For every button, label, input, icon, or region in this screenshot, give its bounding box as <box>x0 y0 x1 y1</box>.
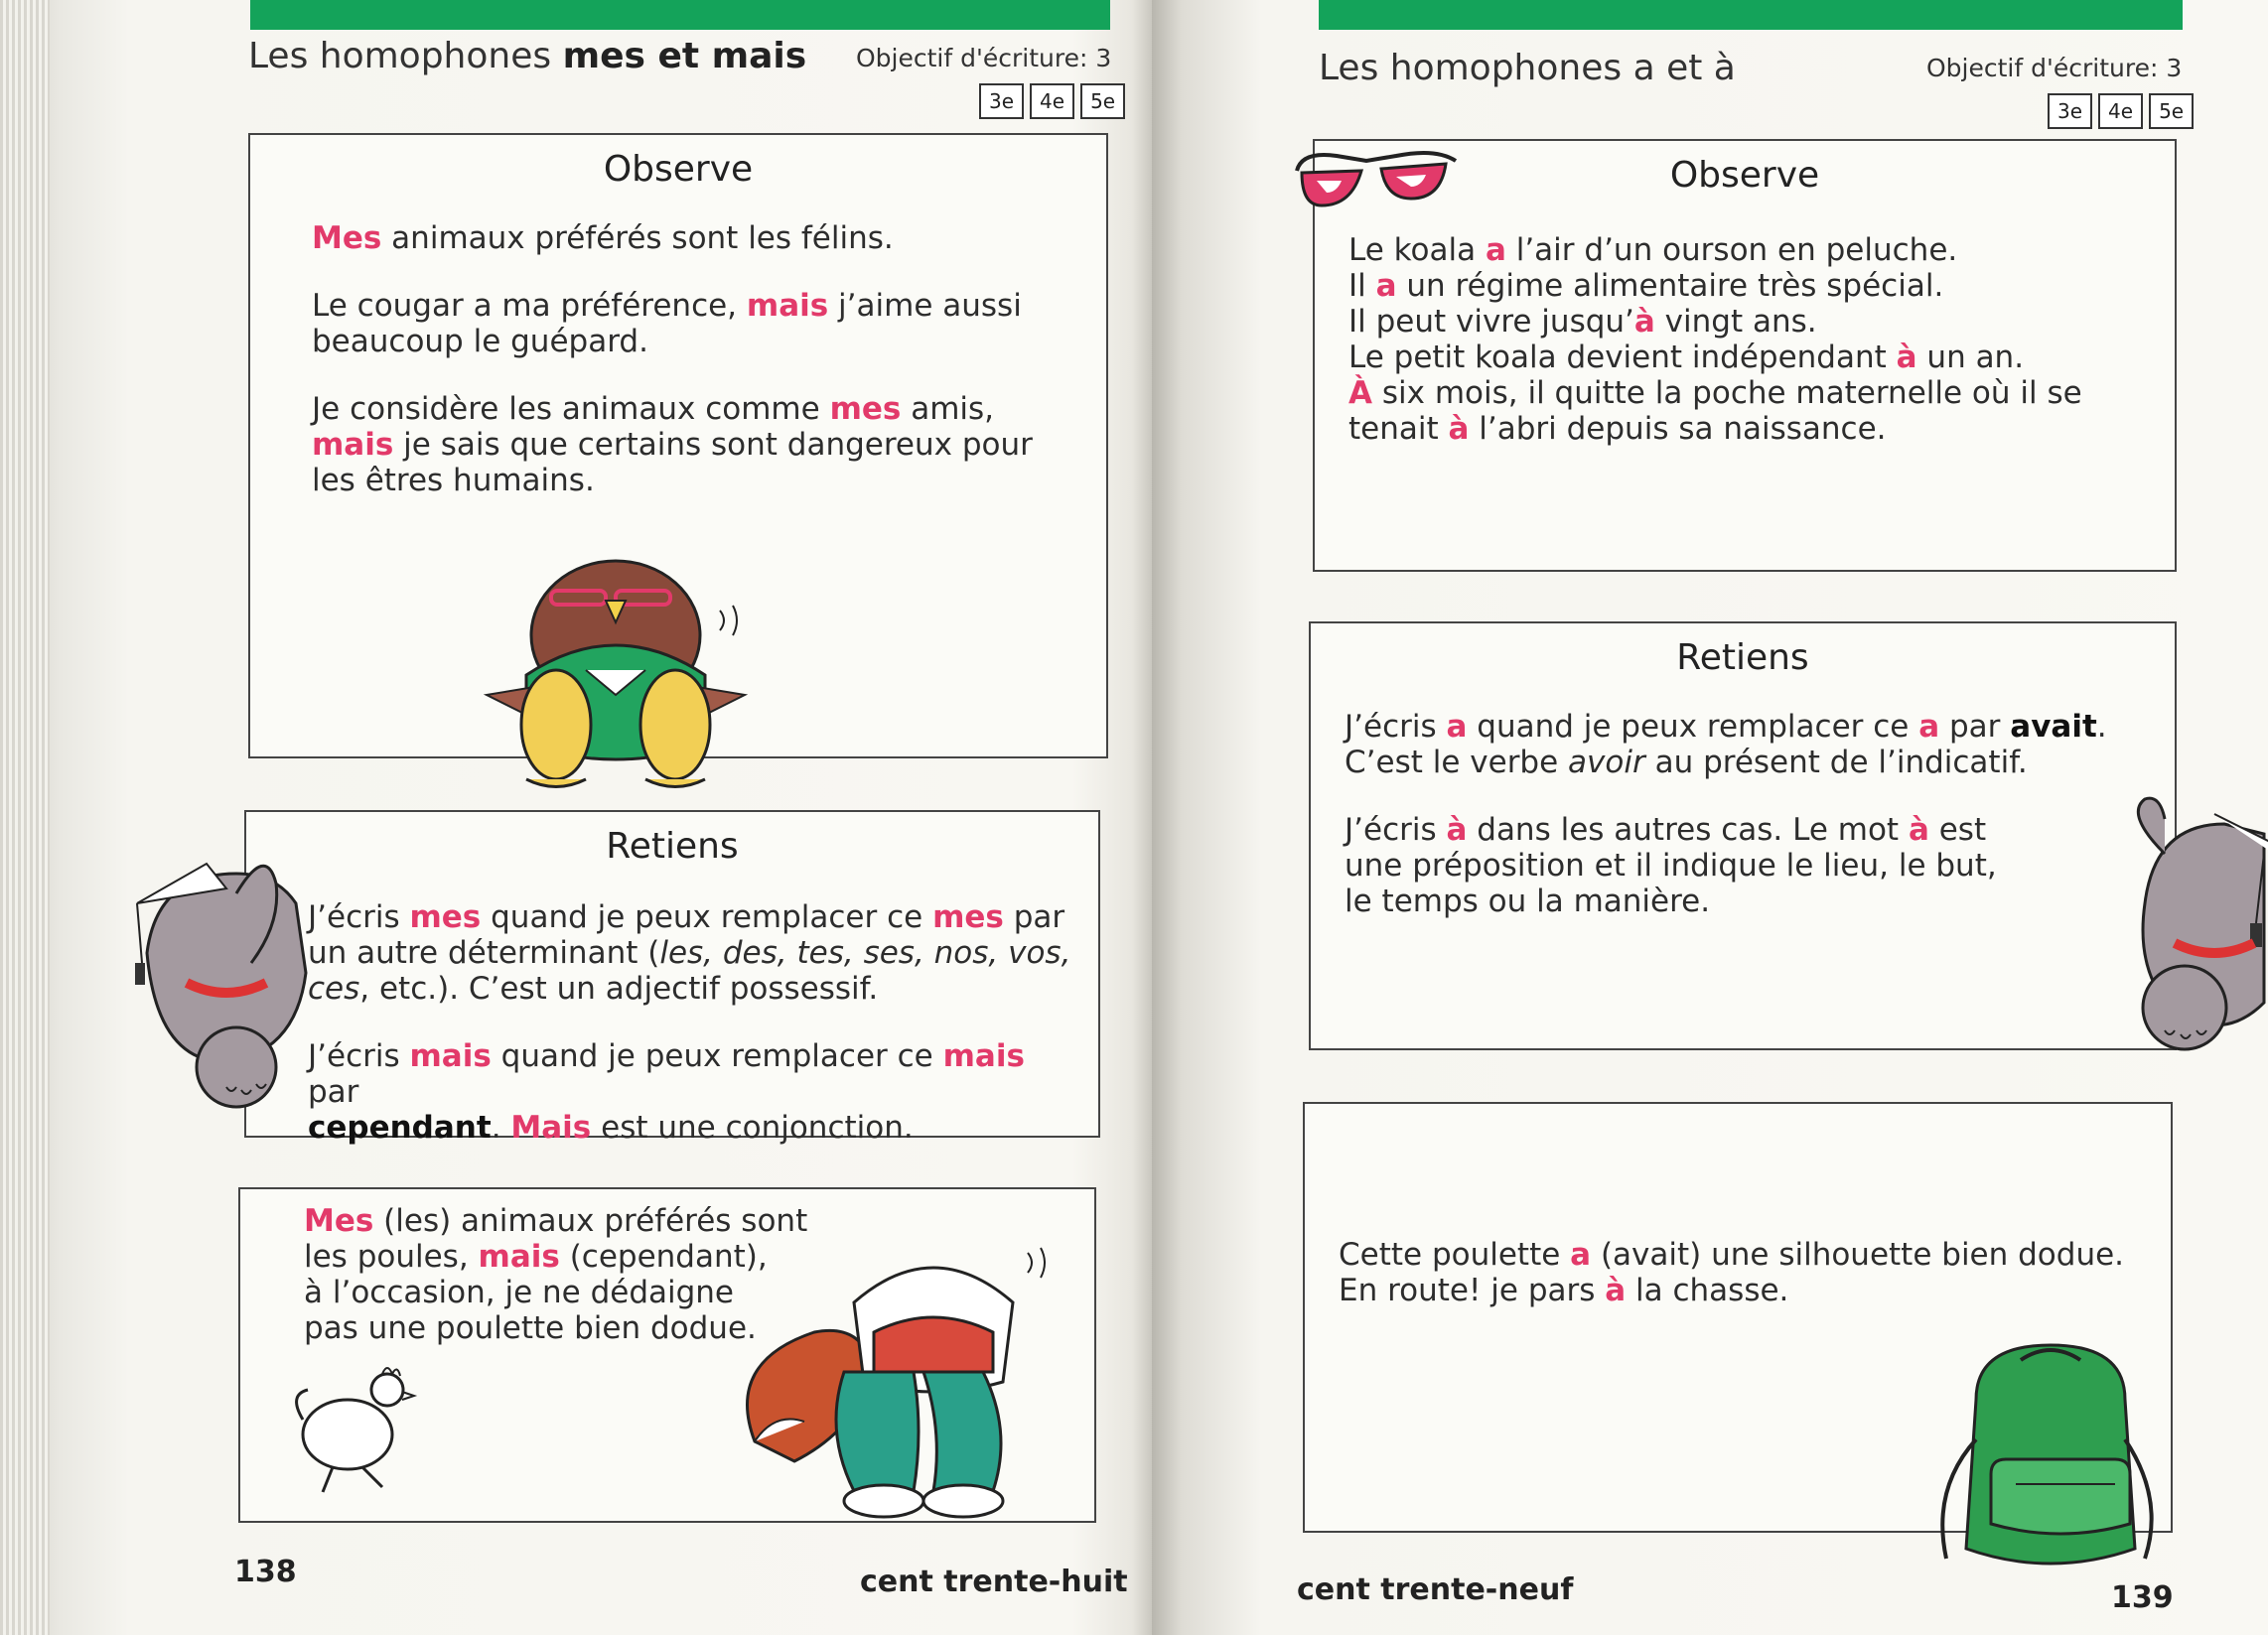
observe-line <box>1348 304 2163 340</box>
page-number: 138 <box>234 1555 297 1589</box>
text: un autre déterminant ( <box>308 935 660 971</box>
level-3: 3e <box>979 83 1024 119</box>
highlight-word: mais <box>942 1038 1025 1074</box>
text: une préposition et il indique le lieu, le but, <box>1345 848 1997 884</box>
page-number-words: cent trente-neuf <box>1297 1572 1574 1607</box>
text: Il peut vivre jusqu’ <box>1348 304 1634 340</box>
text: j’aime aussi <box>828 288 1022 324</box>
highlight-word: à <box>1633 304 1655 340</box>
text: l’air d’un ourson en peluche. <box>1505 232 1958 268</box>
retiens-paragraph <box>308 1038 1082 1146</box>
text: six mois, il quitte la poche maternelle où il se <box>1372 375 2082 411</box>
text: par <box>1939 709 2011 745</box>
text: Le cougar a ma préférence, <box>312 288 747 324</box>
text: J’écris <box>308 899 410 935</box>
text: quand je peux remplacer ce <box>481 899 933 935</box>
text: (cependant), <box>559 1239 768 1275</box>
observe-text <box>312 220 1076 530</box>
page-title: Les homophones a et à <box>1319 48 1736 88</box>
text: beaucoup le guépard. <box>312 324 648 359</box>
text: animaux préférés sont les félins. <box>381 220 894 256</box>
text: tenait <box>1348 411 1449 447</box>
highlight-word: à <box>1896 340 1917 375</box>
observe-line <box>1348 340 2163 375</box>
retiens-text <box>1345 709 2159 951</box>
highlight-word: a <box>1485 232 1506 268</box>
page-edge <box>0 0 50 1635</box>
highlight-word: mes <box>932 899 1004 935</box>
highlight-word: a <box>1375 268 1397 304</box>
bold-text: avait <box>2010 709 2097 745</box>
text: Cette poulette <box>1339 1237 1571 1273</box>
text: un régime alimentaire très spécial. <box>1396 268 1944 304</box>
highlight-word: a <box>1570 1237 1592 1273</box>
chicken-illustration <box>283 1350 422 1499</box>
italic-text: les, des, tes, ses, nos, vos, <box>659 935 1071 971</box>
page-number-words: cent trente-huit <box>860 1565 1128 1599</box>
retiens-paragraph <box>1345 709 2159 780</box>
retiens-paragraph <box>308 899 1082 1007</box>
text: la chasse. <box>1626 1273 1789 1308</box>
text: Il <box>1348 268 1376 304</box>
text: C’est le verbe <box>1345 745 1569 780</box>
text: . <box>2096 709 2107 745</box>
observe-heading: Observe <box>1669 155 1820 196</box>
highlight-word: mais <box>409 1038 492 1074</box>
text: pas une poulette bien dodue. <box>304 1310 757 1346</box>
observe-text <box>1348 232 2163 447</box>
highlight-word: Mais <box>510 1110 592 1146</box>
italic-text: ces <box>308 971 360 1007</box>
text: un an. <box>1916 340 2025 375</box>
observe-heading: Observe <box>603 149 754 190</box>
title-text: Les homophones <box>248 36 563 76</box>
exercise-text <box>1339 1237 2153 1308</box>
highlight-word: Mes <box>304 1203 374 1239</box>
retiens-box <box>1309 621 2177 1050</box>
retiens-heading: Retiens <box>606 826 739 867</box>
text: Le petit koala devient indépendant <box>1348 340 1897 375</box>
highlight-word: mes <box>409 899 482 935</box>
right-page <box>1152 0 2268 1635</box>
objective-label: Objectif d'écriture: 3 <box>856 44 1112 72</box>
text: le temps ou la manière. <box>1345 884 1711 919</box>
observe-paragraph <box>312 220 1076 256</box>
level-3: 3e <box>2048 93 2092 129</box>
text: , etc.). C’est un adjectif possessif. <box>359 971 879 1007</box>
highlight-word: mes <box>829 391 902 427</box>
elephant-illustration <box>2105 794 2268 1062</box>
text: Le koala <box>1348 232 1486 268</box>
text: J’écris <box>308 1038 410 1074</box>
text: quand je peux remplacer ce <box>1467 709 1919 745</box>
highlight-word: a <box>1446 709 1468 745</box>
green-header-bar <box>250 0 1110 30</box>
highlight-word: à <box>1448 411 1470 447</box>
level-boxes <box>979 83 1125 119</box>
highlight-word: mais <box>746 288 829 324</box>
text: amis, <box>901 391 995 427</box>
highlight-word: à <box>1605 1273 1627 1308</box>
text: les poules, <box>304 1239 479 1275</box>
text: les êtres humains. <box>312 463 595 498</box>
text: . <box>491 1110 511 1146</box>
observe-paragraph <box>312 391 1076 498</box>
level-4: 4e <box>1030 83 1074 119</box>
italic-text: avoir <box>1568 745 1645 780</box>
glasses-icon <box>1287 141 1466 220</box>
level-5: 5e <box>2149 93 2194 129</box>
observe-line <box>1348 268 2163 304</box>
text: je sais que certains sont dangereux pour <box>393 427 1033 463</box>
highlight-word: à <box>1446 812 1468 848</box>
level-5: 5e <box>1080 83 1125 119</box>
text: quand je peux remplacer ce <box>491 1038 943 1074</box>
observe-paragraph <box>312 288 1076 359</box>
text: dans les autres cas. Le mot <box>1467 812 1909 848</box>
text: J’écris <box>1345 812 1447 848</box>
text: par <box>308 1074 359 1110</box>
text: est une conjonction. <box>591 1110 914 1146</box>
owl-illustration <box>467 556 824 804</box>
highlight-word: à <box>1908 812 1929 848</box>
observe-line <box>1348 232 2163 268</box>
highlight-word: À <box>1348 375 1372 411</box>
highlight-word: Mes <box>312 220 382 256</box>
text: l’abri depuis sa naissance. <box>1469 411 1887 447</box>
text: à l’occasion, je ne dédaigne <box>304 1275 735 1310</box>
highlight-word: a <box>1918 709 1940 745</box>
text: par <box>1003 899 1065 935</box>
objective-label: Objectif d'écriture: 3 <box>1926 54 2183 82</box>
text: (les) animaux préférés sont <box>373 1203 808 1239</box>
green-header-bar <box>1319 0 2183 30</box>
level-boxes <box>2048 93 2194 129</box>
title-bold: mes et mais <box>562 36 807 76</box>
bold-text: cependant <box>308 1110 492 1146</box>
highlight-word: mais <box>312 427 394 463</box>
page-title <box>248 36 806 76</box>
text: En route! je pars <box>1339 1273 1606 1308</box>
observe-line <box>1348 411 2163 447</box>
text: Je considère les animaux comme <box>312 391 830 427</box>
retiens-box <box>244 810 1100 1146</box>
retiens-heading: Retiens <box>1676 637 1809 678</box>
fox-illustration <box>735 1223 1063 1521</box>
level-4: 4e <box>2098 93 2143 129</box>
text: vingt ans. <box>1654 304 1817 340</box>
text: est <box>1928 812 1987 848</box>
highlight-word: mais <box>478 1239 560 1275</box>
page-number: 139 <box>2111 1580 2174 1615</box>
retiens-paragraph <box>1345 812 2159 919</box>
text: (avait) une silhouette bien dodue. <box>1591 1237 2125 1273</box>
retiens-text <box>308 899 1082 1177</box>
elephant-illustration <box>127 834 306 1112</box>
text: J’écris <box>1345 709 1447 745</box>
text: au présent de l’indicatif. <box>1644 745 2028 780</box>
observe-line <box>1348 375 2163 411</box>
backpack-illustration <box>1936 1340 2165 1578</box>
